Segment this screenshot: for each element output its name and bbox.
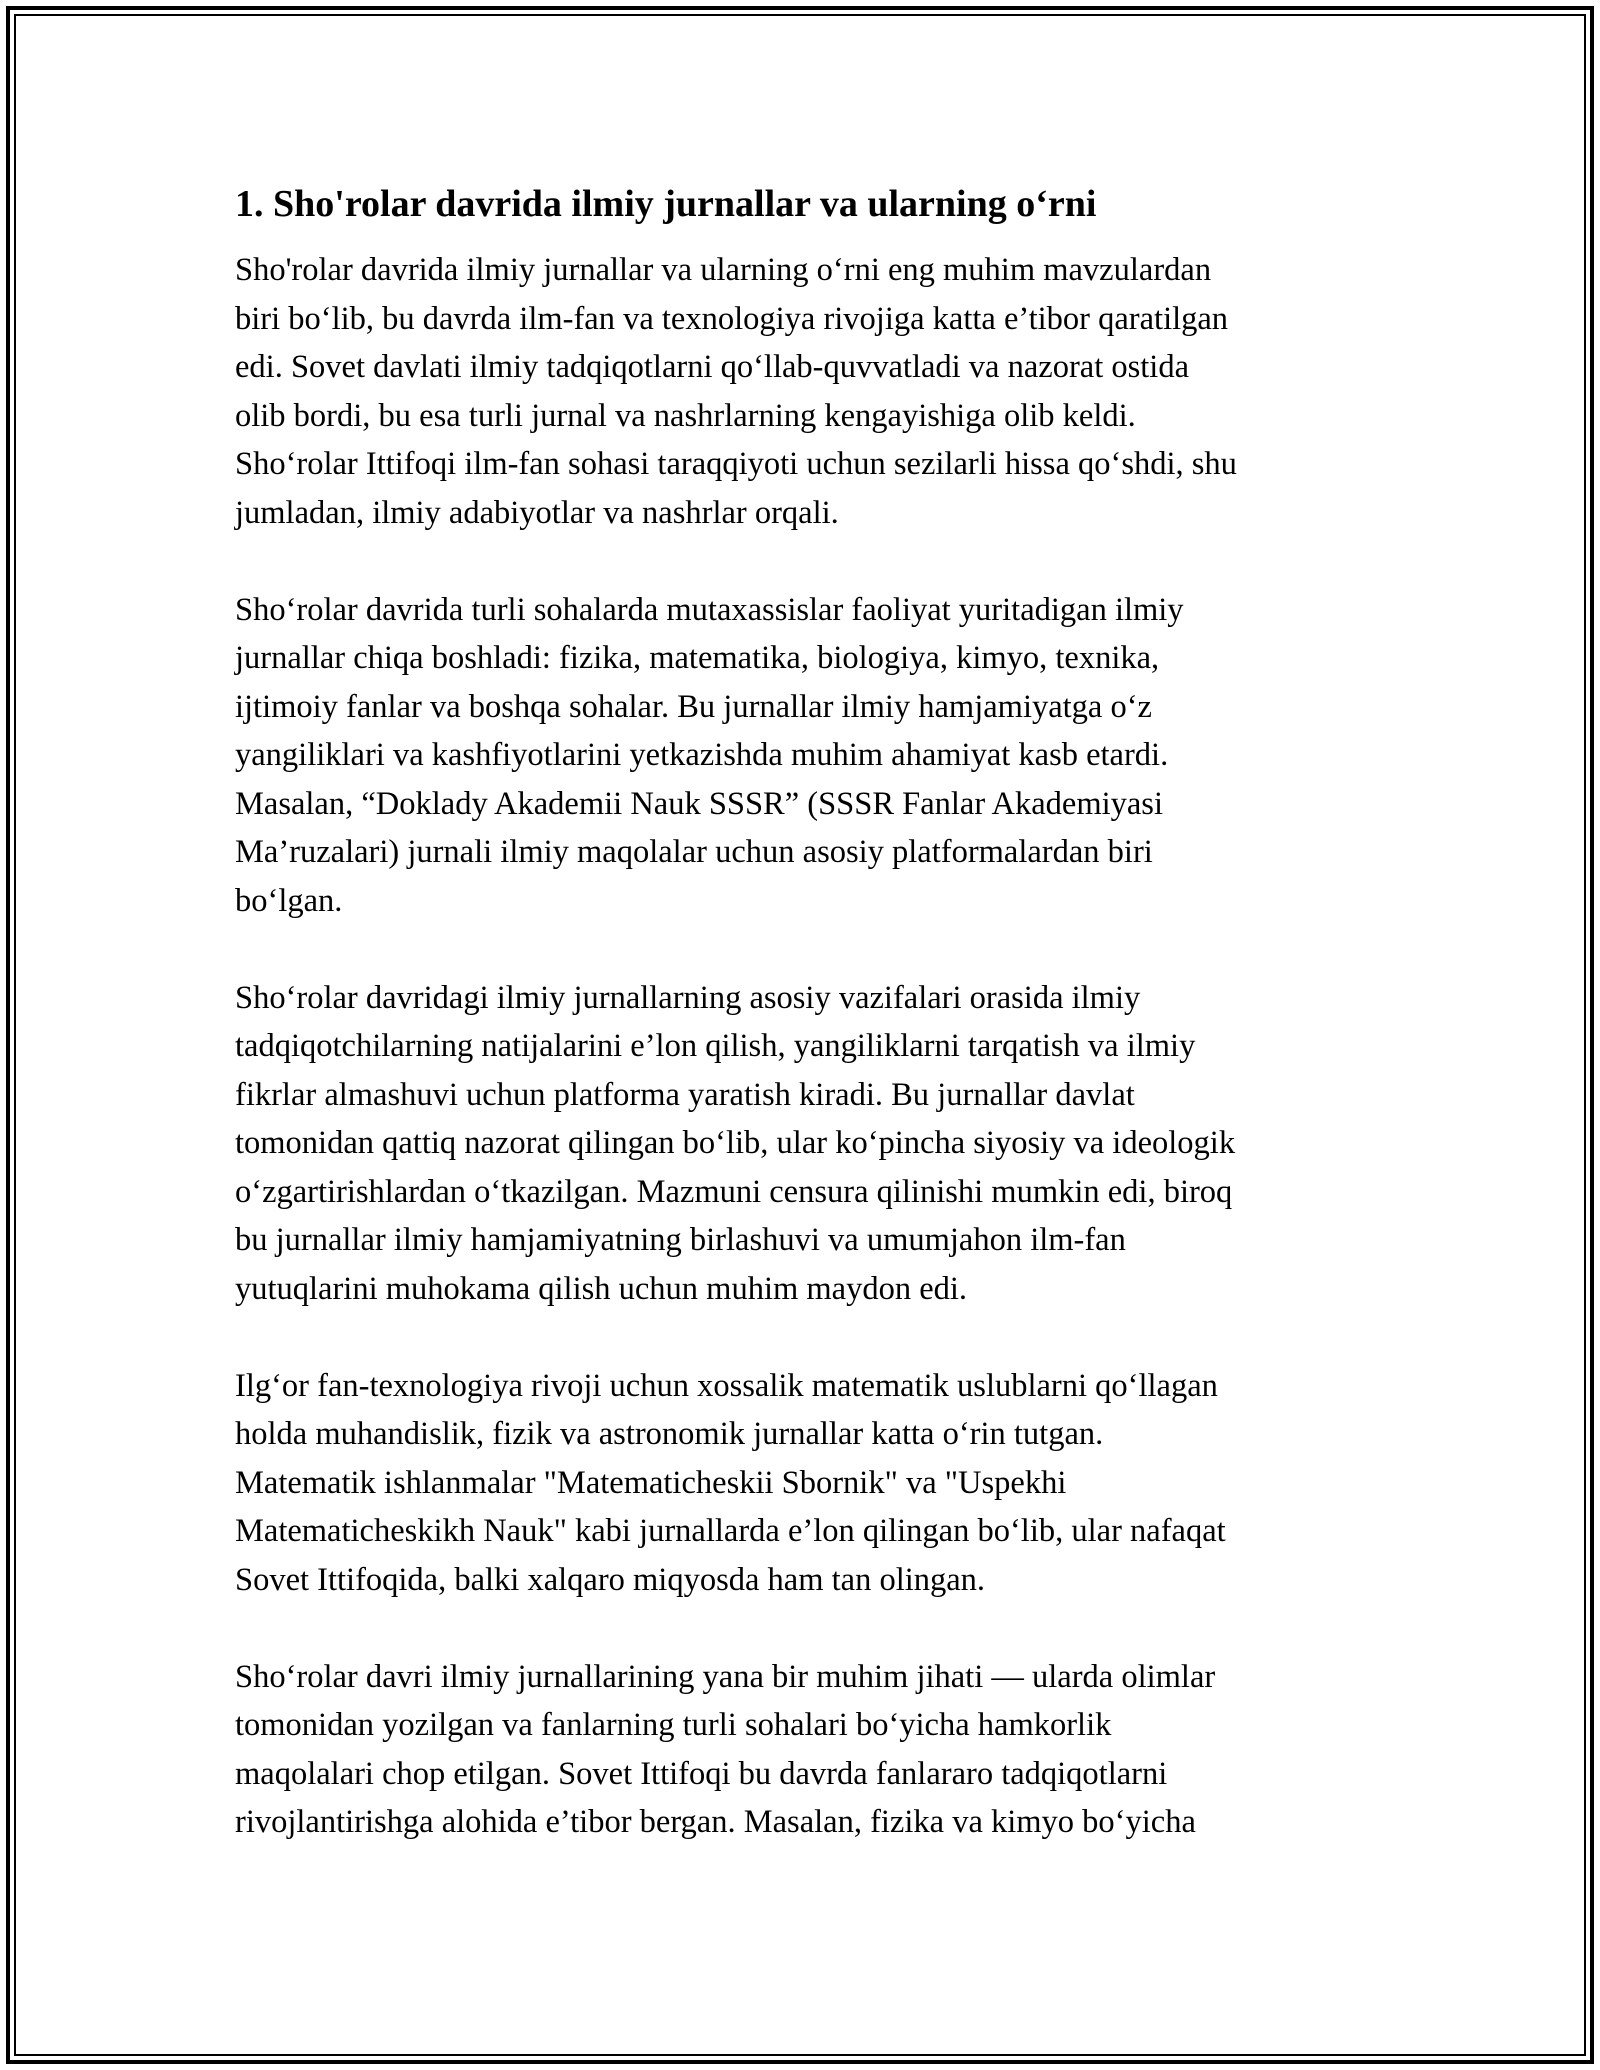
text-line: Sho‘rolar Ittifoqi ilm-fan sohasi taraqqiyoti uchun sezilarli hissa qo‘shdi, shu bbox=[235, 446, 1237, 482]
text-line: maqolalari chop etilgan. Sovet Ittifoqi bu davrda fanlararo tadqiqotlarni bbox=[235, 1755, 1168, 1792]
text-line: rivojlantirishga alohida e’tibor bergan. Masalan, fizika va kimyo bo‘yicha bbox=[235, 1804, 1196, 1840]
text-line: Sovet Ittifoqida, balki xalqaro miqyosda ham tan olingan. bbox=[235, 1561, 986, 1598]
paragraph bbox=[235, 1362, 1375, 1605]
text-line: bo‘lgan. bbox=[235, 882, 343, 919]
text-line: Sho‘rolar davrida turli sohalarda mutaxassislar faoliyat yuritadigan ilmiy bbox=[235, 591, 1184, 628]
text-line: tadqiqotchilarning natijalarini e’lon qilish, yangiliklarni tarqatish va ilmiy bbox=[235, 1028, 1196, 1064]
text-line: Matematicheskikh Nauk" kabi jurnallarda e’lon qilingan bo‘lib, ular nafaqat bbox=[235, 1513, 1226, 1549]
text-line: Ilg‘or fan-texnologiya rivoji uchun xossalik matematik uslublarni qo‘llagan bbox=[235, 1367, 1218, 1404]
paragraph bbox=[235, 974, 1375, 1314]
text-line: ijtimoiy fanlar va boshqa sohalar. Bu jurnallar ilmiy hamjamiyatga o‘z bbox=[235, 688, 1152, 725]
text-line: olib bordi, bu esa turli jurnal va nashrlarning kengayishiga olib keldi. bbox=[235, 397, 1136, 434]
text-line: edi. Sovet davlati ilmiy tadqiqotlarni qo‘llab-quvvatladi va nazorat ostida bbox=[235, 349, 1189, 385]
text-line: holda muhandislik, fizik va astronomik jurnallar katta o‘rin tutgan. bbox=[235, 1416, 1104, 1452]
document-body bbox=[235, 180, 1375, 1895]
paragraph bbox=[235, 1653, 1375, 1847]
paragraph bbox=[235, 586, 1375, 926]
text-line: jumladan, ilmiy adabiyotlar va nashrlar orqali. bbox=[235, 494, 839, 531]
paragraph bbox=[235, 246, 1375, 537]
text-line: bu jurnallar ilmiy hamjamiyatning birlashuvi va umumjahon ilm-fan bbox=[235, 1222, 1126, 1258]
text-line: Matematik ishlanmalar "Matematicheskii Sbornik" va "Uspekhi bbox=[235, 1464, 1067, 1501]
text-line: jurnallar chiqa boshladi: fizika, matematika, biologiya, kimyo, texnika, bbox=[235, 640, 1160, 676]
text-line: tomonidan qattiq nazorat qilingan bo‘lib, ular ko‘pincha siyosiy va ideologik bbox=[235, 1125, 1236, 1161]
text-line: yangiliklari va kashfiyotlarini yetkazishda muhim ahamiyat kasb etardi. bbox=[235, 737, 1169, 773]
paragraph-list bbox=[235, 246, 1375, 1847]
text-line: yutuqlarini muhokama qilish uchun muhim maydon edi. bbox=[235, 1270, 968, 1307]
text-line: Sho'rolar davrida ilmiy jurnallar va ularning o‘rni eng muhim mavzulardan bbox=[235, 252, 1212, 288]
text-line: Ma’ruzalari) jurnali ilmiy maqolalar uchun asosiy platformalardan biri bbox=[235, 834, 1153, 870]
text-line: Masalan, “Doklady Akademii Nauk SSSR” (SSSR Fanlar Akademiyasi bbox=[235, 785, 1163, 822]
text-line: biri bo‘lib, bu davrda ilm-fan va texnologiya rivojiga katta e’tibor qaratilgan bbox=[235, 300, 1229, 337]
text-line: fikrlar almashuvi uchun platforma yaratish kiradi. Bu jurnallar davlat bbox=[235, 1076, 1135, 1113]
section-heading: 1. Sho'rolar davrida ilmiy jurnallar va ularning o‘rni bbox=[235, 183, 1097, 225]
text-line: o‘zgartirishlardan o‘tkazilgan. Mazmuni censura qilinishi mumkin edi, biroq bbox=[235, 1173, 1233, 1210]
text-line: tomonidan yozilgan va fanlarning turli sohalari bo‘yicha hamkorlik bbox=[235, 1707, 1112, 1743]
text-line: Sho‘rolar davridagi ilmiy jurnallarning asosiy vazifalari orasida ilmiy bbox=[235, 979, 1141, 1016]
text-line: Sho‘rolar davri ilmiy jurnallarining yana bir muhim jihati — ularda olimlar bbox=[235, 1658, 1216, 1695]
